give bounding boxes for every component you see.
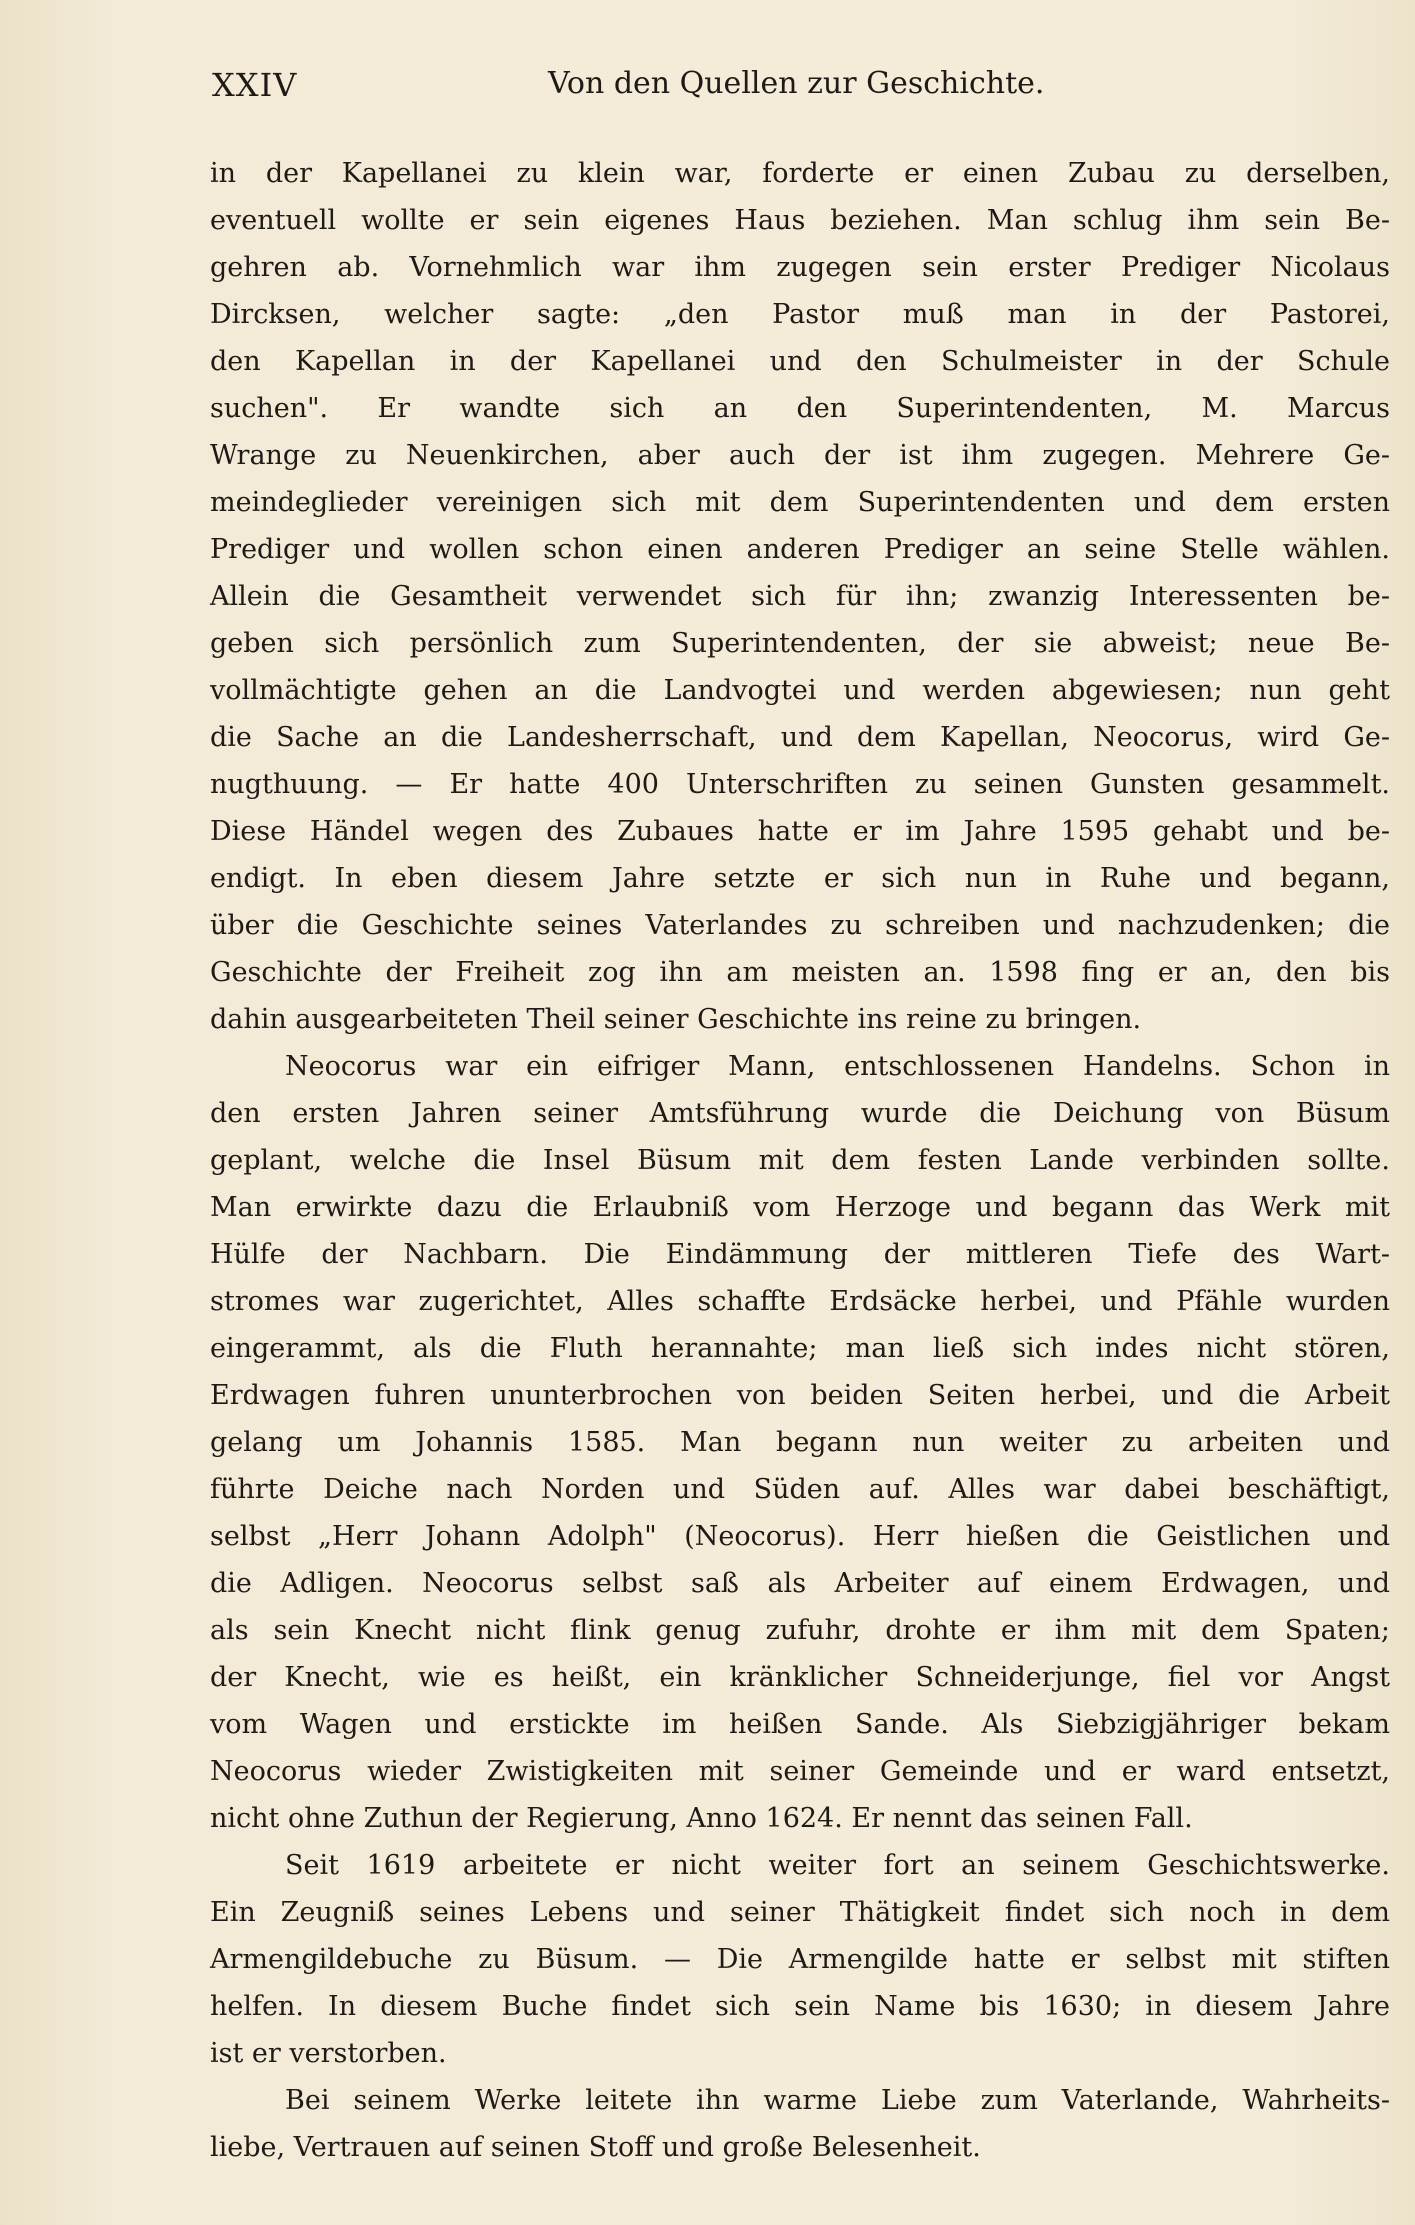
text-line: führte Deiche nach Norden und Süden auf. Alles war dabei beschäftigt, xyxy=(210,1474,1390,1505)
text-line: die Sache an die Landesherrschaft, und dem Kapellan, Neocorus, wird Ge- xyxy=(210,722,1390,753)
text-line: Dircksen, welcher sagte: „den Pastor muß man in der Pastorei, xyxy=(210,299,1390,330)
paragraph xyxy=(210,1043,1390,1842)
text-line: Ein Zeugniß seines Lebens und seiner Thätigkeit findet sich noch in dem xyxy=(210,1897,1390,1928)
text-line: Seit 1619 arbeitete er nicht weiter fort an seinem Geschichtswerke. xyxy=(285,1850,1390,1881)
text-line: vom Wagen und erstickte im heißen Sande. Als Siebzigjähriger bekam xyxy=(210,1709,1390,1740)
body-text xyxy=(210,150,1390,2171)
paragraph xyxy=(210,1842,1390,2077)
text-line: helfen. In diesem Buche findet sich sein Name bis 1630; in diesem Jahre xyxy=(210,1991,1390,2022)
text-line: gehren ab. Vornehmlich war ihm zugegen sein erster Prediger Nicolaus xyxy=(210,252,1390,283)
text-line: Geschichte der Freiheit zog ihn am meisten an. 1598 fing er an, den bis xyxy=(210,957,1390,988)
text-line: Diese Händel wegen des Zubaues hatte er im Jahre 1595 gehabt und be- xyxy=(210,816,1390,847)
text-line: liebe, Vertrauen auf seinen Stoff und große Belesenheit. xyxy=(210,2132,981,2163)
text-line: vollmächtigte gehen an die Landvogtei und werden abgewiesen; nun geht xyxy=(210,675,1390,706)
text-line: geben sich persönlich zum Superintendenten, der sie abweist; neue Be- xyxy=(210,628,1390,659)
text-line: Neocorus wieder Zwistigkeiten mit seiner Gemeinde und er ward entsetzt, xyxy=(210,1756,1390,1787)
text-line: gelang um Johannis 1585. Man begann nun weiter zu arbeiten und xyxy=(210,1427,1390,1458)
text-line: der Knecht, wie es heißt, ein kränklicher Schneiderjunge, fiel vor Angst xyxy=(210,1662,1390,1693)
text-line: über die Geschichte seines Vaterlandes zu schreiben und nachzudenken; die xyxy=(210,910,1390,941)
page-header xyxy=(212,66,1392,110)
text-line: Hülfe der Nachbarn. Die Eindämmung der mittleren Tiefe des Wart- xyxy=(210,1239,1390,1270)
text-line: stromes war zugerichtet, Alles schaffte Erdsäcke herbei, und Pfähle wurden xyxy=(210,1286,1390,1317)
text-line: Armengildebuche zu Büsum. — Die Armengilde hatte er selbst mit stiften xyxy=(210,1944,1390,1975)
running-title: Von den Quellen zur Geschichte. xyxy=(548,66,1045,101)
text-line: in der Kapellanei zu klein war, forderte er einen Zubau zu derselben, xyxy=(210,158,1390,189)
text-line: ist er verstorben. xyxy=(210,2038,447,2069)
text-line: Neocorus war ein eifriger Mann, entschlossenen Handelns. Schon in xyxy=(285,1051,1390,1082)
text-line: suchen". Er wandte sich an den Superintendenten, M. Marcus xyxy=(210,393,1390,424)
text-line: Prediger und wollen schon einen anderen Prediger an seine Stelle wählen. xyxy=(210,534,1390,565)
text-line: geplant, welche die Insel Büsum mit dem festen Lande verbinden sollte. xyxy=(210,1145,1390,1176)
text-line: als sein Knecht nicht flink genug zufuhr, drohte er ihm mit dem Spaten; xyxy=(210,1615,1390,1646)
text-line: selbst „Herr Johann Adolph" (Neocorus). Herr hießen die Geistlichen und xyxy=(210,1521,1390,1552)
paragraph xyxy=(210,2077,1390,2171)
paragraph xyxy=(210,150,1390,1043)
text-line: nugthuung. — Er hatte 400 Unterschriften zu seinen Gunsten gesammelt. xyxy=(210,769,1390,800)
text-line: den ersten Jahren seiner Amtsführung wurde die Deichung von Büsum xyxy=(210,1098,1390,1129)
text-line: eventuell wollte er sein eigenes Haus beziehen. Man schlug ihm sein Be- xyxy=(210,205,1390,236)
text-line: Bei seinem Werke leitete ihn warme Liebe zum Vaterlande, Wahrheits- xyxy=(285,2085,1390,2116)
text-line: die Adligen. Neocorus selbst saß als Arbeiter auf einem Erdwagen, und xyxy=(210,1568,1390,1599)
text-line: nicht ohne Zuthun der Regierung, Anno 1624. Er nennt das seinen Fall. xyxy=(210,1803,1193,1834)
text-line: Erdwagen fuhren ununterbrochen von beiden Seiten herbei, und die Arbeit xyxy=(210,1380,1390,1411)
text-line: Allein die Gesamtheit verwendet sich für ihn; zwanzig Interessenten be- xyxy=(210,581,1390,612)
text-line: dahin ausgearbeiteten Theil seiner Geschichte ins reine zu bringen. xyxy=(210,1004,1142,1035)
text-line: eingerammt, als die Fluth herannahte; man ließ sich indes nicht stören, xyxy=(210,1333,1390,1364)
page-number: XXIV xyxy=(212,66,298,104)
text-line: Man erwirkte dazu die Erlaubniß vom Herzoge und begann das Werk mit xyxy=(210,1192,1390,1223)
text-line: den Kapellan in der Kapellanei und den Schulmeister in der Schule xyxy=(210,346,1390,377)
text-line: Wrange zu Neuenkirchen, aber auch der ist ihm zugegen. Mehrere Ge- xyxy=(210,440,1390,471)
text-line: meindeglieder vereinigen sich mit dem Superintendenten und dem ersten xyxy=(210,487,1390,518)
text-line: endigt. In eben diesem Jahre setzte er sich nun in Ruhe und begann, xyxy=(210,863,1390,894)
